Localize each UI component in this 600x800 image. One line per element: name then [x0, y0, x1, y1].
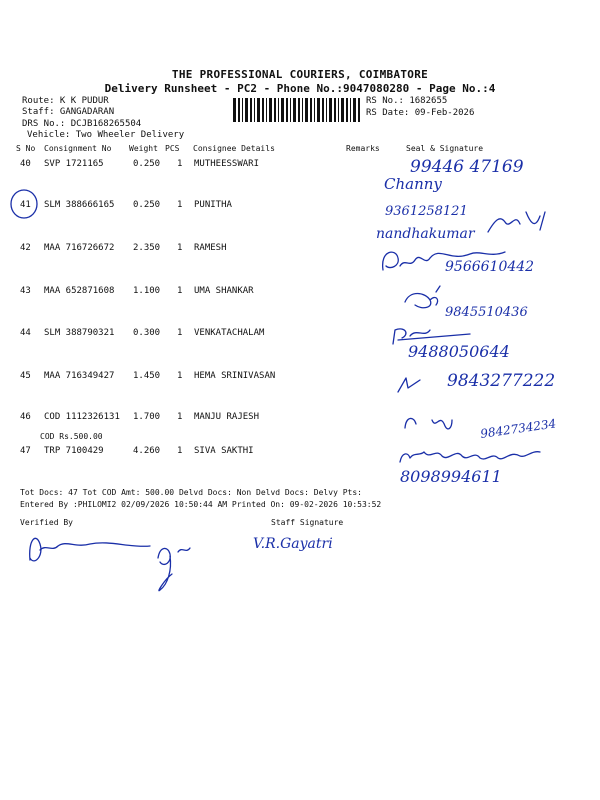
staff-label: Staff: GANGADARAN	[22, 107, 115, 117]
barcode-bar	[310, 98, 312, 122]
col-consignment: Consignment No	[44, 144, 112, 153]
staff-signature: V.R.Gayatri	[253, 536, 333, 552]
handwritten-phone: 9843277222	[447, 371, 556, 391]
barcode-bar	[329, 98, 332, 122]
row-pcs: 1	[177, 243, 183, 253]
barcode-bar	[233, 98, 236, 122]
barcode-bar	[250, 98, 252, 122]
barcode-bar	[269, 98, 272, 122]
barcode-bar	[326, 98, 327, 122]
barcode-bar	[298, 98, 300, 122]
row-weight: 0.300	[133, 328, 161, 338]
row-consignee: VENKATACHALAM	[194, 328, 265, 338]
col-sno: S No	[16, 144, 36, 153]
barcode-bar	[338, 98, 339, 122]
barcode-bar	[290, 98, 291, 122]
barcode-bar	[262, 98, 264, 122]
row-consignment: SLM 388790321	[44, 328, 115, 338]
handwritten-phone: 9488050644	[408, 342, 510, 361]
row-pcs: 1	[177, 412, 183, 422]
barcode-bar	[242, 98, 243, 122]
row-consignee: HEMA SRINIVASAN	[194, 371, 276, 381]
row-weight: 2.350	[133, 243, 161, 253]
row-consignment: MAA 716726672	[44, 243, 115, 253]
row-consignment: MAA 652871608	[44, 286, 115, 296]
handwritten-phone: 99446 47169	[410, 157, 524, 177]
row-sno: 44	[20, 328, 31, 338]
row-consignee: MANJU RAJESH	[194, 412, 260, 422]
signature-scribble	[158, 548, 190, 591]
row-pcs: 1	[177, 446, 183, 456]
rs-number: RS No.: 1682655	[366, 96, 448, 106]
barcode-bar	[346, 98, 348, 122]
barcode-bar	[322, 98, 324, 122]
handwritten-phone: 9361258121	[385, 204, 468, 219]
barcode-bar	[278, 98, 279, 122]
row-sno: 40	[20, 159, 31, 169]
row-consignee: MUTHEESSWARI	[194, 159, 260, 169]
col-consignee: Consignee Details	[193, 144, 275, 153]
company-name: THE PROFESSIONAL COURIERS, COIMBATORE	[171, 68, 429, 81]
handwritten-name: nandhakumar	[376, 226, 475, 242]
barcode	[233, 98, 361, 122]
handwritten-phone: 9842734234	[479, 416, 558, 441]
row-consignment: SLM 388666165	[44, 200, 115, 210]
barcode-bar	[293, 98, 296, 122]
row-weight: 4.260	[133, 446, 161, 456]
barcode-bar	[353, 98, 356, 122]
row-sno: 43	[20, 286, 31, 296]
signature-scribble	[398, 378, 420, 392]
row-weight: 0.250	[133, 200, 161, 210]
row-weight: 1.700	[133, 412, 161, 422]
col-pcs: PCS	[165, 144, 180, 153]
barcode-bar	[245, 98, 248, 122]
route-label: Route: K K PUDUR	[22, 96, 109, 106]
handwritten-phone: 8098994611	[400, 467, 502, 486]
signature-scribble	[393, 329, 470, 344]
barcode-bar	[305, 98, 308, 122]
barcode-bar	[266, 98, 267, 122]
row-consignee: RAMESH	[194, 243, 227, 253]
signature-scribble	[383, 252, 505, 270]
signature-scribble	[405, 286, 440, 308]
row-pcs: 1	[177, 371, 183, 381]
col-remarks: Remarks	[346, 144, 380, 153]
barcode-bar	[302, 98, 303, 122]
barcode-bar	[358, 98, 360, 122]
rs-date: RS Date: 09-Feb-2026	[366, 108, 475, 118]
barcode-bar	[238, 98, 240, 122]
row-consignment: COD 1112326131	[44, 412, 120, 422]
row-consignment: SVP 1721165	[44, 159, 104, 169]
row-weight: 1.100	[133, 286, 161, 296]
col-seal: Seal & Signature	[406, 144, 484, 153]
row-consignment: TRP 7100429	[44, 446, 104, 456]
barcode-bar	[334, 98, 336, 122]
row-sno: 47	[20, 446, 31, 456]
row-pcs: 1	[177, 286, 183, 296]
col-weight: Weight	[129, 144, 158, 153]
row-consignee: UMA SHANKAR	[194, 286, 254, 296]
row-sno: 46	[20, 412, 31, 422]
row-consignee: SIVA SAKTHI	[194, 446, 254, 456]
row-sno: 45	[20, 371, 31, 381]
barcode-bar	[317, 98, 320, 122]
barcode-bar	[341, 98, 344, 122]
row-weight: 0.250	[133, 159, 161, 169]
row-pcs: 1	[177, 159, 183, 169]
signature-scribble	[400, 452, 540, 462]
handwritten-name: Channy	[384, 175, 442, 193]
verified-by-label: Verified By	[20, 518, 73, 527]
barcode-bar	[274, 98, 276, 122]
runsheet-title: Delivery Runsheet - PC2 - Phone No.:9047080280 - Page No.:4	[104, 82, 496, 95]
barcode-bar	[281, 98, 284, 122]
barcode-bar	[350, 98, 351, 122]
barcode-bar	[314, 98, 315, 122]
barcode-bar	[254, 98, 255, 122]
drs-label: DRS No.: DCJB168265504	[22, 119, 142, 129]
handwritten-phone: 9845510436	[445, 305, 528, 320]
totals-line: Tot Docs: 47 Tot COD Amt: 500.00 Delvd Docs: Non Delvd Docs: Delvy Pts:	[20, 488, 362, 497]
staff-signature-label: Staff Signature	[271, 518, 344, 527]
row-consignee: PUNITHA	[194, 200, 232, 210]
signature-scribble	[30, 538, 150, 561]
row-sno: 42	[20, 243, 31, 253]
row-weight: 1.450	[133, 371, 161, 381]
row-pcs: 1	[177, 328, 183, 338]
handwritten-phone: 9566610442	[445, 259, 535, 275]
row-consignment: MAA 716349427	[44, 371, 115, 381]
signature-scribble	[488, 212, 545, 232]
row-sno: 41	[20, 200, 31, 210]
entered-by-line: Entered By :PHILOMI2 02/09/2026 10:50:44 AM Printed On: 09-02-2026 10:53:52	[20, 500, 382, 509]
vehicle-label: Vehicle: Two Wheeler Delivery	[27, 130, 185, 140]
barcode-bar	[286, 98, 288, 122]
row-pcs: 1	[177, 200, 183, 210]
cod-amount-note: COD Rs.500.00	[40, 432, 103, 441]
signature-scribble	[405, 418, 452, 428]
barcode-bar	[257, 98, 260, 122]
